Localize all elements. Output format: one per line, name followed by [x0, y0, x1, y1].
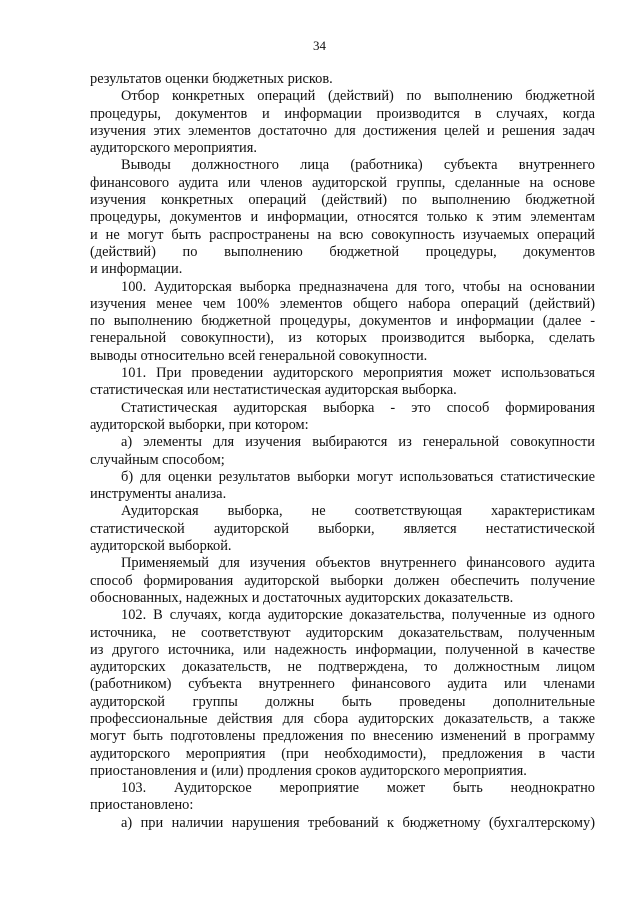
- text-line: изучения этих элементов достаточно для достижения целей и решения задач: [90, 122, 595, 139]
- text-line: Выводы должностного лица (работника) субъекта внутреннего: [121, 157, 595, 174]
- text-line: (работником) субъекта внутреннего финансового аудита или членами: [90, 676, 595, 693]
- document-body: [90, 71, 595, 832]
- text-line: профессиональные действия для сбора аудиторских доказательств, а также: [90, 710, 595, 727]
- text-line: процедуры, документов и информации, относятся только к этим элементам: [90, 209, 595, 226]
- text-line: обоснованных, надежных и достаточных аудиторских доказательств.: [90, 589, 514, 606]
- text-line: случайным способом;: [90, 451, 225, 468]
- text-line: Статистическая аудиторская выборка - это способ формирования: [121, 399, 595, 416]
- text-line: б) для оценки результатов выборки могут использоваться статистические: [121, 468, 595, 485]
- text-line: аудиторского мероприятия (при необходимости), предложения в части: [90, 745, 595, 762]
- text-line: инструменты анализа.: [90, 486, 227, 503]
- text-line: из другого источника, или надежность информации, полученной в качестве: [90, 641, 595, 658]
- text-line: изучения конкретных операций (действий) по выполнению бюджетной: [90, 192, 595, 209]
- text-line: аудиторских доказательств, не подтверждена, то должностным лицом: [90, 659, 595, 676]
- text-line: а) элементы для изучения выбираются из генеральной совокупности: [121, 434, 595, 451]
- text-line: аудиторской группы должны быть проведены дополнительные: [90, 693, 595, 710]
- text-line: статистическая или нестатистическая аудиторская выборка.: [90, 382, 457, 399]
- text-line: 103. Аудиторское мероприятие может быть неоднократно: [121, 780, 595, 797]
- text-line: приостановлено:: [90, 797, 194, 814]
- text-line: 102. В случаях, когда аудиторские доказательства, полученные из одного: [121, 607, 595, 624]
- text-line: генеральной совокупности), из которых производится выборка, сделать: [90, 330, 595, 347]
- text-line: изучения менее чем 100% элементов общего набора операций (действий): [90, 295, 595, 312]
- text-line: выводы относительно всей генеральной совокупности.: [90, 347, 428, 364]
- text-line: 100. Аудиторская выборка предназначена для того, чтобы на основании: [121, 278, 595, 295]
- text-line: Аудиторская выборка, не соответствующая характеристикам: [121, 503, 595, 520]
- text-line: аудиторской выборки, при котором:: [90, 416, 309, 433]
- text-line: аудиторского мероприятия.: [90, 140, 257, 157]
- text-line: и информации.: [90, 261, 183, 278]
- page-number: 34: [313, 38, 326, 53]
- text-line: процедуры, документов и информации производится в случаях, когда: [90, 105, 595, 122]
- text-line: Отбор конкретных операций (действий) по выполнению бюджетной: [121, 88, 595, 105]
- text-line: 101. При проведении аудиторского мероприятия может использоваться: [121, 365, 595, 382]
- text-line: финансового аудита или членов аудиторской группы, сделанные на основе: [90, 174, 595, 191]
- text-line: статистической аудиторской выборки, является нестатистической: [90, 520, 595, 537]
- text-line: могут быть подготовлены предложения по внесению изменений в программу: [90, 728, 595, 745]
- text-line: приостановления и (или) продления сроков аудиторского мероприятия.: [90, 762, 527, 779]
- text-line: и не могут быть распространены на всю совокупность изучаемых операций: [90, 226, 595, 243]
- text-line: аудиторской выборкой.: [90, 538, 232, 555]
- text-line: способ формирования аудиторской выборки должен обеспечить получение: [90, 572, 595, 589]
- text-line: источника, не соответствуют аудиторским доказательствам, полученным: [90, 624, 595, 641]
- text-line: результатов оценки бюджетных рисков.: [90, 71, 333, 87]
- text-line: по выполнению бюджетной процедуры, документов и информации (далее -: [90, 313, 595, 330]
- text-line: (действий) по выполнению бюджетной процедуры, документов: [90, 243, 595, 260]
- text-line: Применяемый для изучения объектов внутреннего финансового аудита: [121, 555, 595, 572]
- text-line: а) при наличии нарушения требований к бюджетному (бухгалтерскому): [121, 814, 595, 831]
